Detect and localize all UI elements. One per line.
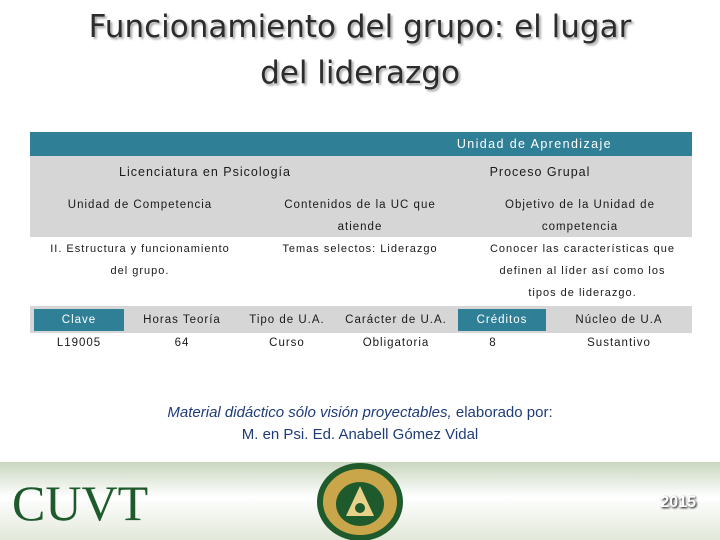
proceso-label: Proceso Grupal [489,165,591,179]
header-contenidos-2: atiende [337,221,383,233]
unidad-aprendizaje-band [30,132,692,156]
objetivo-value-1: Conocer las características que [489,243,676,255]
university-seal [314,460,406,540]
competencia-value-1: II. Estructura y funcionamiento [50,243,230,255]
cell-nucleo: Sustantivo [587,337,651,349]
cuvt-logo-text: CUVT [12,475,149,531]
cell-clave: L19005 [56,337,102,349]
col-header-caracter: Carácter de U.A. [345,314,447,326]
header-contenidos-1: Contenidos de la UC que [284,199,436,211]
header-objetivo-1: Objetivo de la Unidad de [505,199,655,211]
col-header-creditos: Créditos [476,314,528,326]
year-label: 2015 [660,494,696,511]
contenidos-value: Temas selectos: Liderazgo [282,243,438,255]
cell-tipo: Curso [269,337,305,349]
objetivo-value-2: definen al líder así como los [499,265,666,277]
cuvt-logo [10,470,149,531]
author-line: M. en Psi. Ed. Anabell Gómez Vidal [241,426,479,443]
program-label: Licenciatura en Psicología [119,165,291,179]
cell-horas: 64 [174,337,190,349]
title-line-2: del liderazgo [260,55,460,91]
title-line-1: Funcionamiento del grupo: el lugar [88,9,632,45]
unidad-aprendizaje-label: Unidad de Aprendizaje [456,137,612,151]
header-competencia: Unidad de Competencia [67,199,213,211]
competencia-value-2: del grupo. [110,265,170,277]
credit-line [0,404,720,421]
seal-emblem-dot [355,503,365,513]
col-header-tipo: Tipo de U.A. [249,314,325,326]
col-header-clave: Clave [61,314,97,326]
credit-italic: Material didáctico sólo visión proyectables, [167,404,452,421]
cell-creditos: 8 [489,337,497,349]
slide-title [0,4,720,96]
col-header-nucleo: Núcleo de U.A [575,314,663,326]
header-objetivo-2: competencia [541,221,619,233]
credit-rest: elaborado por: [451,404,553,421]
cell-caracter: Obligatoria [362,337,430,349]
col-header-horas: Horas Teoría [143,314,221,326]
objetivo-value-3: tipos de liderazgo. [528,287,637,299]
